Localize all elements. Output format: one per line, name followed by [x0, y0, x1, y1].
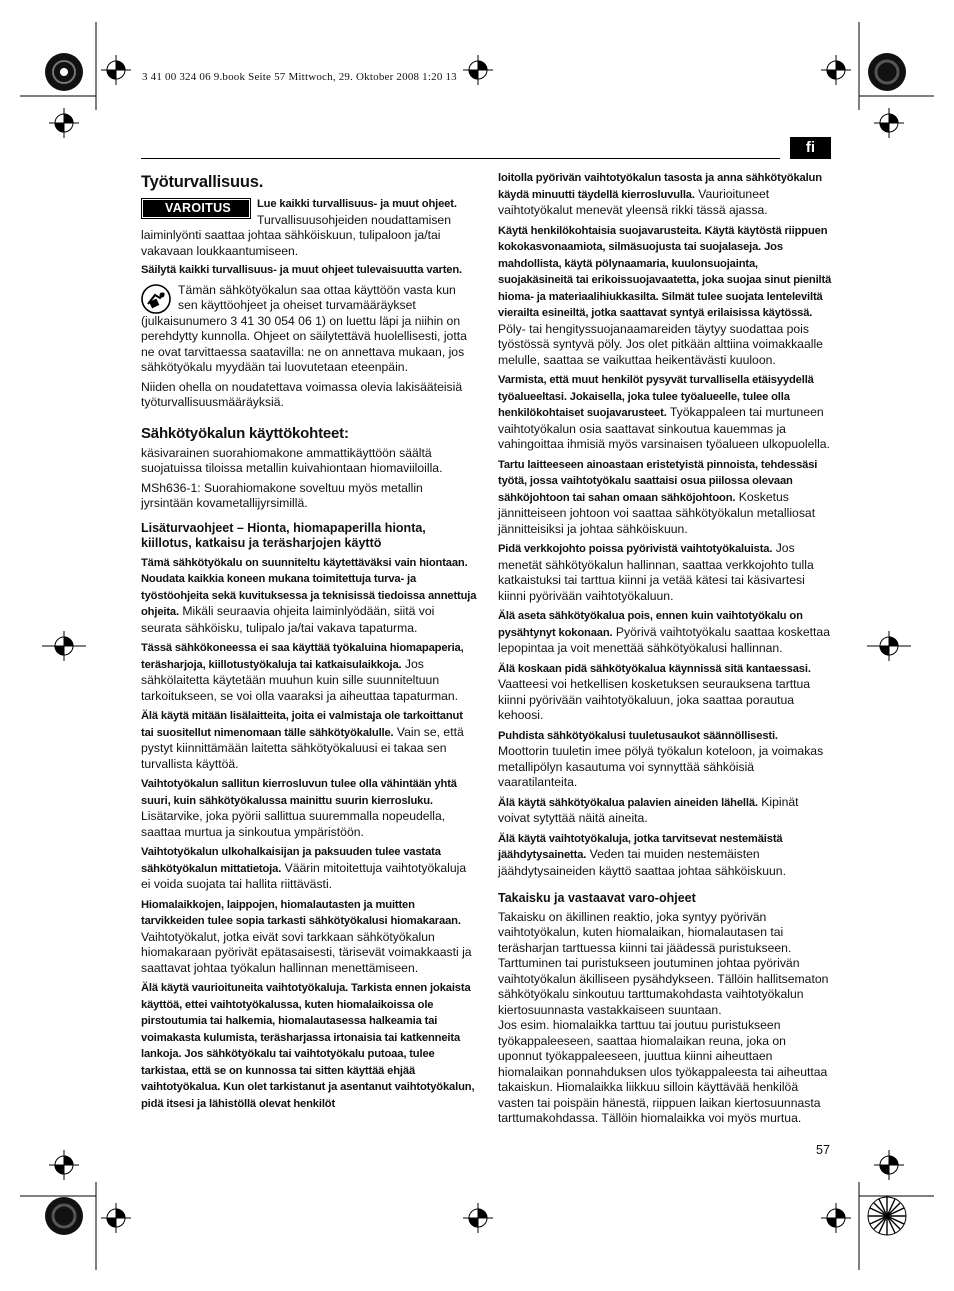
- safety-paragraph-text: Veden tai muiden nestemäisten jäähdytysaineiden käyttö saattaa johtaa sähköiskuun.: [498, 847, 786, 878]
- safety-paragraph-text: Jos menetät sähkötyökalun hallinnan, saattaa verkkojohto tulla katkaistuksi tai tarttua kiinni ja vetää kätesi tai käsivartesi kiinni pyörivään vaihtotyökaluun.: [498, 541, 814, 603]
- page-number: 57: [816, 1143, 830, 1157]
- safety-paragraph-text: Pyörivä vaihtotyökalu saattaa koskettaa lepopintaa ja voit menettää sähkötyökalusi hallinnan.: [498, 624, 830, 655]
- kickback-text-3: Jos esim. hiomalaikka tarttuu tai joutuu puristukseen työkappaleeseen, saattaa hiomalaikan reuna, joka on uponnut työkappaleeseen, juuttua kiinni aiheuttaen hiomalaikan ponnahduksen ulos työkappaleesta tai aiheuttaa takaiskun. Hiomalaikka liikkuu silloin käyttävää henkilöä vasten tai poispäin hänestä, riippuen laikan kiertosuunnasta tarttumakohdassa. Tällöin hiomalaikka voi myös murtua.: [498, 1018, 828, 1125]
- safety-paragraph: [141, 555, 478, 637]
- safety-paragraph: [498, 457, 832, 538]
- keep-instructions: Säilytä kaikki turvallisuus- ja muut ohjeet tulevaisuutta varten.: [141, 264, 463, 276]
- usage-title: Sähkötyökalun käyttökohteet:: [141, 424, 349, 442]
- safety-paragraph: [141, 640, 478, 704]
- safety-paragraph: [141, 844, 478, 893]
- safety-paragraph: [498, 541, 832, 604]
- section-title: Työturvallisuus.: [141, 173, 264, 191]
- safety-paragraph-bold: Tässä sähkökoneessa ei saa käyttää työkaluina hiomapaperia, teräsharjoja, kiillotustyökaluja tai katkaisulaikkoja.: [141, 642, 464, 671]
- safety-paragraph-text: Vain se, että pystyt kiinnittämään laitetta sähkötyökaluusi ei takaa sen turvallista käyttöä.: [141, 724, 464, 771]
- safety-paragraph-bold: loitolla pyörivän vaihtotyökalun tasosta ja anna sähkötyökalun käydä minuutti täydellä kierrosluvulla.: [498, 172, 822, 201]
- safety-paragraph-bold: Älä käytä vaihtotyökaluja, jotka tarvitsevat nestemäistä jäähdytysainetta.: [498, 832, 783, 861]
- safety-paragraph: [141, 708, 478, 772]
- kickback-text-1: Takaisku on äkillinen reaktio, joka syntyy pyörivän vaihtotyökalun, kuten hiomalaikan, hiomalautasen tai teräsharjan tarttuessa kiinni tai jäädessä puristukseen.: [498, 909, 792, 955]
- safety-paragraph-text: Pöly- tai hengityssuojanaamareiden täytyy suodattaa pois työstössä syntyvä pöly. Jos olet pitkään alttiina voimakkaalle melulle, saattaa se vaikuttaa heikentävästi kuuloon.: [498, 321, 823, 367]
- safety-paragraph: [498, 795, 832, 827]
- warning-label: VAROITUS: [143, 200, 249, 217]
- safety-paragraph-bold: Älä koskaan pidä sähkötyökalua käynnissä sitä kantaessasi.: [498, 662, 811, 675]
- read-manual-icon: [141, 284, 171, 314]
- safety-paragraph-text: Lisätarvike, joka pyörii sallittua suuremmalla nopeudella, saattaa murtua ja sinkoutua ympäristöön.: [141, 809, 446, 839]
- usage-text-2: MSh636-1: Suorahiomakone soveltuu myös metallin jyrsintään kovametallijyrsimillä.: [141, 480, 423, 510]
- safety-paragraph-bold: Varmista, että muut henkilöt pysyvät turvallisella etäisyydellä työalueeltasi. Jokaisella, joka tulee työalueelle, tulee olla henkilökohtaiset suojavarusteet.: [498, 374, 814, 419]
- safety-paragraph: [141, 897, 478, 977]
- safety-paragraph-bold: Vaihtotyökalun sallitun kierrosluvun tulee olla vähintään yhtä suuri, kuin sähkötyökalussa mainittu suurin kierrosluku.: [141, 778, 457, 807]
- left-column: [141, 170, 478, 1116]
- safety-paragraph: [498, 170, 832, 219]
- usage-text-1: käsivarainen suorahiomakone ammattikäyttöön säältä suojatuissa tiloissa metallin kuivahiontaan hiomaviiloilla.: [141, 445, 443, 475]
- safety-paragraph-bold: Hiomalaikkojen, laippojen, hiomalautasten ja muitten tarvikkeiden tulee sopia tarkasti sähkötyökalusi hiomakaraan.: [141, 898, 461, 927]
- left-safety-paragraphs: [141, 555, 478, 1113]
- safety-paragraph-bold: Puhdista sähkötyökalusi tuuletusaukot säännöllisesti.: [498, 729, 778, 742]
- kickback-title: Takaisku ja vastaavat varo-ohjeet: [498, 891, 696, 905]
- safety-paragraph-text: Vaihtotyökalut, jotka eivät sovi tarkkaan sähkötyökalun hiomakaraan pyörivät epätasaisesti, tärisevät voimakkaasti ja saattavat johtaa työkalun hallinnan menettämiseen.: [141, 929, 472, 975]
- safety-paragraph-text: Kosketus jännitteiseen johtoon voi saattaa sähkötyökalun metalliosat jännitteisiksi ja johtaa sähköiskuun.: [498, 489, 816, 536]
- warning-block: [141, 196, 478, 259]
- safety-paragraph-bold: Tartu laitteeseen ainoastaan eristetyistä pinnoista, tehdessäsi työtä, jossa vaihtotyökalu saattaisi osua piilossa olevaan sähköjohtoon tai sahan omaan sähköjohtoon.: [498, 458, 818, 504]
- safety-paragraph-text: Kipinät voivat sytyttää näitä aineita.: [498, 794, 799, 825]
- right-safety-paragraphs: [498, 170, 832, 879]
- safety-paragraph: [498, 372, 832, 453]
- safety-paragraph: [498, 608, 832, 657]
- safety-paragraph-text: Vaurioituneet vaihtotyökalut menevät yleensä rikki tässä ajassa.: [498, 186, 770, 217]
- warning-badge: [141, 198, 251, 219]
- kickback-text-2: Tarttuminen tai puristukseen joutuminen johtaa pyörivän vaihtotyökalun äkilliseen pysähdykseen. Tällöin hallitsematon sähkötyökalu sinkoutuu tarttumakohdasta vaihtotyökalun kiertosuunnasta vastakkaiseen suuntaan.: [498, 956, 829, 1017]
- manual-block: [141, 283, 478, 376]
- safety-paragraph: [498, 831, 832, 880]
- safety-paragraph: [498, 223, 832, 369]
- safety-paragraph: [141, 776, 478, 840]
- warning-text: Turvallisuusohjeiden noudattamisen laiminlyönti saattaa johtaa sähköiskuun, tulipaloon ja/tai vakavaan loukkaantumiseen.: [141, 212, 451, 258]
- warning-bold: Lue kaikki turvallisuus- ja muut ohjeet.: [257, 198, 457, 210]
- safety-paragraph-bold: Vaihtotyökalun ulkohalkaisijan ja paksuuden tulee vastata sähkötyökalun mittatietoja.: [141, 846, 441, 875]
- safety-subtitle: Lisäturvaohjeet – Hionta, hiomapaperilla hionta, kiillotus, katkaisu ja teräsharjojen käyttö: [141, 520, 426, 550]
- safety-paragraph-text: Väärin mitoitettuja vaihtotyökaluja ei voida suojata tai hallita riittävästi.: [141, 860, 467, 891]
- safety-paragraph-text: Työkappaleen tai murtuneen vaihtotyökalun osia saattavat sinkoutua kauemmas ja vahingoittaa ihmisiä myös varsinaisen työalueen ulkopuolella.: [498, 405, 830, 451]
- safety-paragraph-bold: Älä käytä sähkötyökalua palavien aineiden lähellä.: [498, 796, 758, 809]
- safety-paragraph-bold: Tämä sähkötyökalu on suunniteltu käytettäväksi vain hiontaan. Noudata kaikkia koneen mukana toimitettuja turva- ja työstöohjeita sekä kuvituksessa ja teknisissä tiedoissa annettuja ohjeita.: [141, 556, 477, 618]
- regulations-text: Niiden ohella on noudatettava voimassa olevia lakisääteisiä työturvallisuusmääräyksiä.: [141, 379, 463, 409]
- safety-paragraph: [498, 728, 832, 791]
- language-tab: fi: [790, 137, 831, 159]
- safety-paragraph-bold: Älä käytä mitään lisälaitteita, joita ei valmistaja ole tarkoittanut tai suositellut nimenomaan tälle sähkötyökalulle.: [141, 710, 463, 739]
- safety-paragraph: [498, 661, 832, 724]
- safety-paragraph-bold: Pidä verkkojohto poissa pyörivistä vaihtotyökaluista.: [498, 543, 773, 555]
- print-header: 3 41 00 324 06 9.book Seite 57 Mittwoch, 29. Oktober 2008 1:20 13: [142, 71, 457, 83]
- safety-paragraph-bold: Käytä henkilökohtaisia suojavarusteita. Käytä käytöstä riippuen kokokasvonaamiota, silmäsuojusta tai suojalaseja. Jos mahdollista, käytä pölynaamaria, kuulonsuojainta, suojakäsineitä tai erikoissuojavaatetta, joka suojaa sinut pieniltä hioma- ja materiaalihiukkasilta. Silmät tulee suojata lenteleviltä vierailta esineiltä, jotka saattavat syntyä erilaisissa käytössä.: [498, 224, 832, 319]
- safety-paragraph-bold: Älä aseta sähkötyökalua pois, ennen kuin vaihtotyökalu on pysähtynyt kokonaan.: [498, 610, 803, 639]
- safety-paragraph-text: Moottorin tuuletin imee pölyä työkalun koteloon, ja voimakas metallipölyn kasautuma voi synnyttää sähköisiä vaaratilanteita.: [498, 744, 824, 789]
- safety-paragraph-text: Vaatteesi voi hetkellisen kosketuksen seurauksena tarttua kiinni pyörivään vaihtotyökaluun, joka saattaa porautua kehoosi.: [498, 677, 811, 722]
- header-rule: [141, 158, 780, 159]
- right-column: [498, 170, 832, 1127]
- safety-paragraph-text: Mikäli seuraavia ohjeita laiminlyödään, siitä voi seurata sähköisku, tulipalo ja/tai vakava tapaturma.: [141, 604, 435, 635]
- safety-paragraph: [141, 980, 478, 1112]
- safety-paragraph-text: Jos sähkölaitetta käytetään muuhun kuin sille suunniteltuun tarkoitukseen, se voi olla vaaraksi ja aiheuttaa tapaturman.: [141, 656, 459, 703]
- safety-paragraph-bold: Älä käytä vaurioituneita vaihtotyökaluja. Tarkista ennen jokaista käyttöä, ettei vaihtotyökalussa, kuten hiomalaikoissa ole pirstoutumia tai halkemia, hiomalautasessa halkeamia tai voimakasta kulumista, teräsharjassa irtonaisia tai katkenneita lankoja. Jos sähkötyökalu tai vaihtotyökalu putoaa, tulee tarkistaa, että se on kunnossa tai sitten käyttää ehjää vaihtotyökalua. Kun olet tarkistanut ja asentanut vaihtotyökalun, pidä itsesi ja lähistöllä olevat henkilöt: [141, 982, 475, 1110]
- manual-text: Tämän sähkötyökalun saa ottaa käyttöön vasta kun sen käyttöohjeet ja oheiset turvamääräykset (julkaisunumero 3 41 30 054 06 1) on luettu läpi ja niihin on perehdytty kunnolla. Ohjeet on säilytettävä huolellisesti, jotta ne ovat tarvittaessa saatavilla: ne on annettava mukaan, jos sähkötyökalu myydään tai luovutetaan eteenpäin.: [141, 282, 467, 374]
